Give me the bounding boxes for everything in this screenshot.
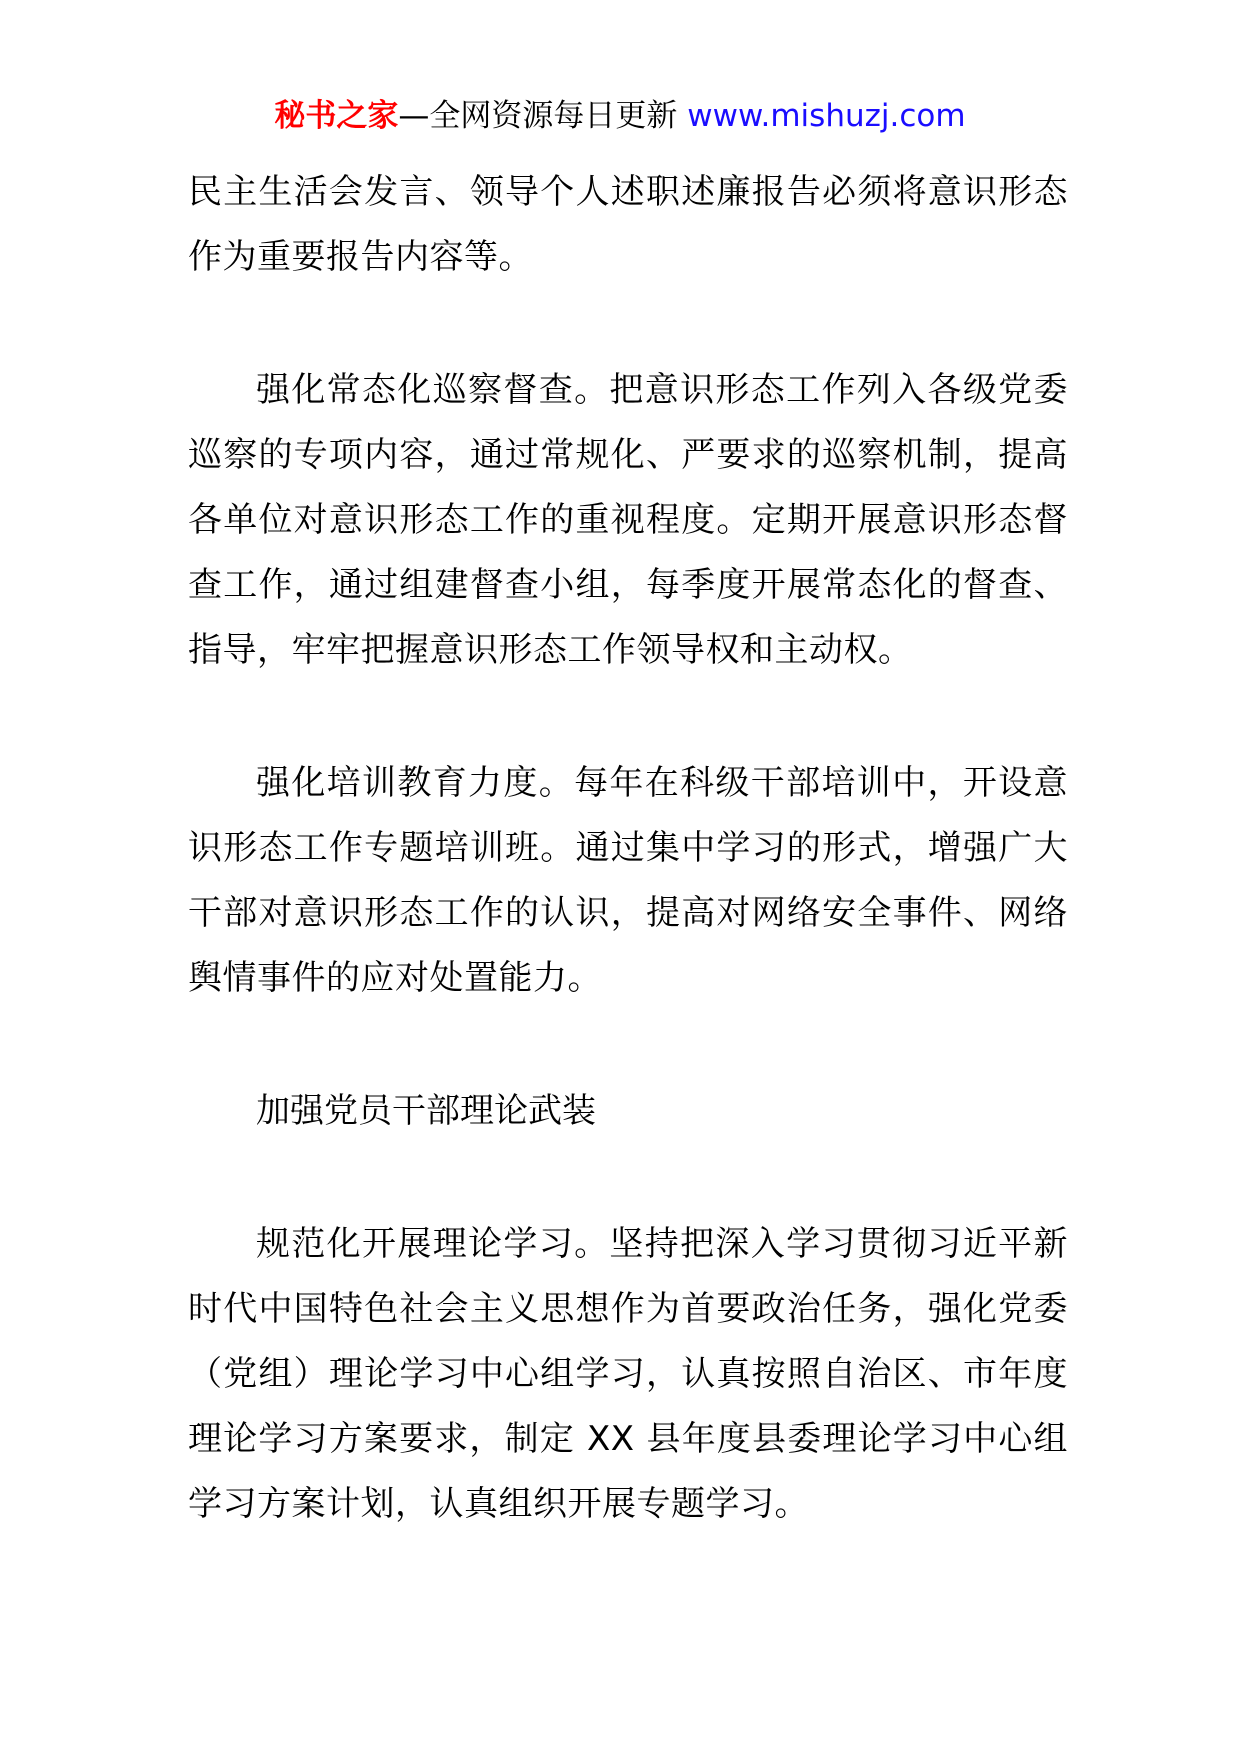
site-brand: 秘书之家: [274, 98, 399, 134]
site-tagline: —全网资源每日更新: [398, 98, 688, 134]
site-header: [0, 96, 1240, 136]
site-url-link[interactable]: www.mishuzj.com: [687, 98, 966, 134]
section-heading: 加强党员干部理论武装: [256, 1091, 596, 1131]
paragraph-training: 强化培训教育力度。每年在科级干部培训中，开设意识形态工作专题培训班。通过集中学习的形式，增强广大干部对意识形态工作的认识，提高对网络安全事件、网络舆情事件的应对处置能力。: [188, 763, 1068, 998]
paragraph-inspection: 强化常态化巡察督查。把意识形态工作列入各级党委巡察的专项内容，通过常规化、严要求的巡察机制，提高各单位对意识形态工作的重视程度。定期开展意识形态督查工作，通过组建督查小组，每季度开展常态化的督查、指导，牢牢把握意识形态工作领导权和主动权。: [188, 370, 1068, 670]
paragraph-continued: 民主生活会发言、领导个人述职述廉报告必须将意识形态作为重要报告内容等。: [188, 172, 1068, 277]
paragraph-theory-study: 规范化开展理论学习。坚持把深入学习贯彻习近平新时代中国特色社会主义思想作为首要政治任务，强化党委（党组）理论学习中心组学习，认真按照自治区、市年度理论学习方案要求，制定 XX 县年度县委理论学习中心组学习方案计划，认真组织开展专题学习。: [188, 1224, 1068, 1524]
document-body: [188, 160, 1068, 1605]
